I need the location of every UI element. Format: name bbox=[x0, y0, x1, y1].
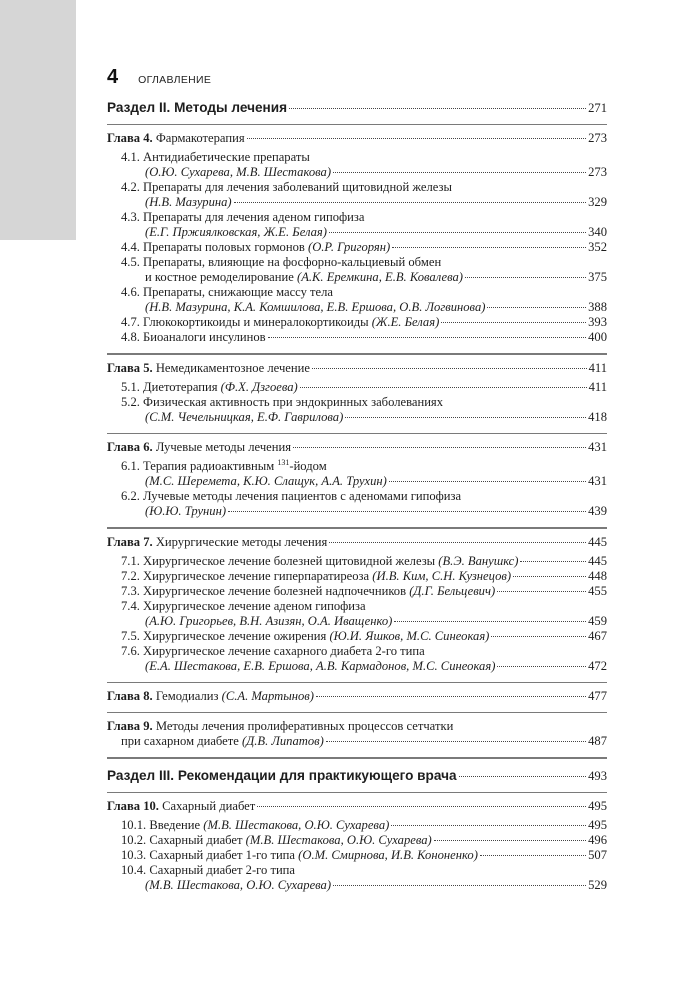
leader-dots bbox=[392, 247, 586, 248]
toc-entry-title: 7.1. Хирургическое лечение болезней щитовидной железы bbox=[121, 553, 436, 568]
leader-dots bbox=[329, 542, 586, 543]
toc-entry-line[interactable]: 4.1. Антидиабетические препараты bbox=[121, 150, 310, 165]
toc-page-number: 493 bbox=[588, 768, 607, 783]
chapter-authors: (С.А. Мартынов) bbox=[221, 688, 314, 703]
toc-page-number: 477 bbox=[588, 688, 607, 703]
chapter-title: Сахарный диабет bbox=[162, 799, 256, 814]
toc-entry-6-1[interactable] bbox=[107, 474, 607, 489]
toc-page-number: 418 bbox=[588, 409, 607, 424]
leader-dots bbox=[487, 307, 586, 308]
leader-dots bbox=[234, 202, 586, 203]
toc-page-number: 495 bbox=[588, 799, 607, 814]
toc-chapter-6[interactable] bbox=[107, 440, 607, 455]
toc-entry-7-4[interactable] bbox=[107, 614, 607, 629]
chapter-title: Фармакотерапия bbox=[155, 131, 245, 146]
toc-entry-10-1[interactable] bbox=[107, 818, 607, 833]
toc-entry-4-1[interactable] bbox=[107, 165, 607, 180]
toc-chapter-10[interactable] bbox=[107, 799, 607, 814]
toc-entry-5-2[interactable] bbox=[107, 410, 607, 425]
toc-section-title: Раздел II. Методы лечения bbox=[107, 100, 288, 115]
leader-dots bbox=[513, 576, 586, 577]
toc-page-number: 431 bbox=[588, 474, 607, 489]
toc-entry-authors: (А.К. Еремкина, Е.В. Ковалева) bbox=[297, 270, 463, 285]
toc-entry-authors: (Е.А. Шестакова, Е.В. Ершова, А.В. Кармадонов, М.С. Синеокая) bbox=[145, 658, 496, 673]
toc-page-number: 273 bbox=[588, 131, 607, 146]
toc-entry-4-7[interactable] bbox=[107, 315, 607, 330]
leader-dots bbox=[520, 561, 586, 562]
toc-entry-authors: (С.М. Чечельницкая, Е.Ф. Гаврилова) bbox=[145, 409, 344, 424]
leader-dots bbox=[345, 417, 586, 418]
toc-entry-authors: (Е.Г. Пржиялковская, Ж.Е. Белая) bbox=[145, 225, 327, 240]
chapter-label: Глава 9. bbox=[107, 719, 153, 734]
leader-dots bbox=[312, 368, 587, 369]
chapter-label: Глава 4. bbox=[107, 131, 153, 146]
toc-entry-4-3[interactable] bbox=[107, 225, 607, 240]
toc-chapter-9-line[interactable] bbox=[107, 719, 607, 734]
chapter-title: Методы лечения пролиферативных процессов сетчатки bbox=[155, 719, 454, 734]
chapter-label: Глава 6. bbox=[107, 440, 153, 455]
toc-page-number: 439 bbox=[588, 504, 607, 519]
toc-entry-authors: (В.Э. Ванушкс) bbox=[438, 553, 519, 568]
toc-section-3[interactable] bbox=[107, 767, 607, 785]
toc-entry-line[interactable]: 5.2. Физическая активность при эндокринных заболеваниях bbox=[121, 394, 444, 409]
toc-page-number: 467 bbox=[588, 628, 607, 643]
toc-entry-7-3[interactable] bbox=[107, 584, 607, 599]
toc-page-number: 445 bbox=[588, 553, 607, 568]
running-head bbox=[107, 66, 607, 88]
leader-dots bbox=[289, 108, 586, 109]
toc-entry-10-3[interactable] bbox=[107, 848, 607, 863]
leader-dots bbox=[329, 232, 586, 233]
chapter-divider bbox=[107, 712, 607, 713]
toc-entry-authors: (М.В. Шестакова, О.Ю. Сухарева) bbox=[245, 833, 432, 848]
toc-entry-title: 10.3. Сахарный диабет 1-го типа bbox=[121, 848, 296, 863]
toc-section-2[interactable] bbox=[107, 99, 607, 117]
toc-entry-authors: (И.В. Ким, С.Н. Кузнецов) bbox=[372, 568, 512, 583]
toc-entry-title: 10.2. Сахарный диабет bbox=[121, 833, 243, 848]
toc-page-number: 529 bbox=[588, 878, 607, 893]
leader-dots bbox=[247, 138, 586, 139]
toc-page-number: 445 bbox=[588, 534, 607, 549]
toc-page-number: 352 bbox=[588, 240, 607, 255]
toc-chapter-9[interactable] bbox=[107, 734, 607, 749]
toc-entry-line[interactable]: 4.2. Препараты для лечения заболеваний щитовидной железы bbox=[121, 180, 452, 195]
leader-dots bbox=[497, 666, 586, 667]
leader-dots bbox=[465, 277, 586, 278]
toc-entry-authors: (Ф.Х. Дзгоева) bbox=[220, 379, 298, 394]
toc-entry-4-5[interactable] bbox=[107, 270, 607, 285]
toc-section-title: Раздел III. Рекомендации для практикующего врача bbox=[107, 767, 457, 783]
chapter-label: Глава 5. bbox=[107, 360, 153, 375]
toc-entry-title: 5.1. Диетотерапия bbox=[121, 379, 218, 394]
toc-entry-line[interactable]: 4.6. Препараты, снижающие массу тела bbox=[121, 285, 334, 300]
toc-entry-authors: (Д.Г. Бельцевич) bbox=[409, 583, 496, 598]
toc-page-number: 329 bbox=[588, 195, 607, 210]
chapter-label: Глава 7. bbox=[107, 534, 153, 549]
leader-dots bbox=[480, 855, 586, 856]
chapter-title: Гемодиализ bbox=[155, 688, 219, 703]
leader-dots bbox=[268, 337, 586, 338]
toc-entry-authors: (О.Ю. Сухарева, М.В. Шестакова) bbox=[145, 165, 332, 180]
toc-page-number: 472 bbox=[588, 658, 607, 673]
toc-entry-authors: (О.М. Смирнова, И.В. Кононенко) bbox=[298, 848, 478, 863]
toc-page-number: 271 bbox=[588, 101, 607, 115]
toc-page-number: 507 bbox=[588, 848, 607, 863]
toc-entry-7-6[interactable] bbox=[107, 659, 607, 674]
toc-page-number: 400 bbox=[588, 330, 607, 345]
toc-entry-4-8[interactable] bbox=[107, 330, 607, 345]
chapter-title: Немедикаментозное лечение bbox=[155, 360, 310, 375]
toc-entry-line[interactable]: 4.3. Препараты для лечения аденом гипофиза bbox=[121, 210, 365, 225]
toc-entry-title: 7.2. Хирургическое лечение гиперпаратиреоза bbox=[121, 568, 370, 583]
toc-chapter-4[interactable] bbox=[107, 131, 607, 146]
chapter-authors: (Д.В. Липатов) bbox=[242, 734, 324, 749]
toc-entry-line[interactable]: 10.4. Сахарный диабет 2-го типа bbox=[121, 863, 296, 878]
toc-entry-title: 4.8. Биоаналоги инсулинов bbox=[121, 330, 266, 345]
toc-entry-4-2[interactable] bbox=[107, 195, 607, 210]
toc-entry-6-2[interactable] bbox=[107, 504, 607, 519]
leader-dots bbox=[491, 636, 586, 637]
toc-page-number: 459 bbox=[588, 613, 607, 628]
chapter-title: Хирургические методы лечения bbox=[155, 534, 328, 549]
toc-entry-title: 10.1. Введение bbox=[121, 818, 201, 833]
leader-dots bbox=[228, 511, 586, 512]
toc-entry-line[interactable]: 7.6. Хирургическое лечение сахарного диабета 2-го типа bbox=[121, 643, 425, 658]
toc-entry-authors: (Н.В. Мазурина) bbox=[145, 195, 232, 210]
toc-entry-title: 7.3. Хирургическое лечение болезней надпочечников bbox=[121, 583, 407, 598]
superscript: 131 bbox=[277, 458, 290, 468]
toc-entry-authors: (А.Ю. Григорьев, В.Н. Азизян, О.А. Иващенко) bbox=[145, 613, 393, 628]
toc-page-number: 411 bbox=[588, 360, 607, 375]
toc-entry-4-4[interactable] bbox=[107, 240, 607, 255]
chapter-divider bbox=[107, 433, 607, 434]
toc-entry-line[interactable]: 6.2. Лучевые методы лечения пациентов с аденомами гипофиза bbox=[121, 489, 462, 504]
leader-dots bbox=[441, 322, 586, 323]
toc-entry-authors: (М.В. Шестакова, О.Ю. Сухарева) bbox=[145, 878, 332, 893]
leader-dots bbox=[497, 591, 586, 592]
toc-page-number: 448 bbox=[588, 568, 607, 583]
toc-page-number: 393 bbox=[588, 315, 607, 330]
chapter-label: Глава 10. bbox=[107, 799, 159, 814]
chapter-divider bbox=[107, 527, 607, 528]
leader-dots bbox=[316, 696, 586, 697]
toc-entry-text: -йодом bbox=[289, 459, 327, 474]
chapter-divider bbox=[107, 757, 607, 758]
toc-entry-7-1[interactable] bbox=[107, 554, 607, 569]
toc-page-number: 455 bbox=[588, 583, 607, 598]
toc-entry-5-1[interactable] bbox=[107, 380, 607, 395]
leader-dots bbox=[300, 387, 587, 388]
toc-page-number: 431 bbox=[588, 440, 607, 455]
toc-entry-7-2[interactable] bbox=[107, 569, 607, 584]
leader-dots bbox=[333, 172, 586, 173]
toc-chapter-8[interactable] bbox=[107, 689, 607, 704]
toc-entry-title: 4.4. Препараты половых гормонов bbox=[121, 240, 305, 255]
toc-chapter-7[interactable] bbox=[107, 535, 607, 550]
toc-entry-title: 7.5. Хирургическое лечение ожирения bbox=[121, 628, 327, 643]
leader-dots bbox=[333, 885, 586, 886]
toc-page-number: 411 bbox=[588, 379, 607, 394]
toc-entry-authors: (О.Р. Григорян) bbox=[308, 240, 391, 255]
toc-page-number: 495 bbox=[588, 818, 607, 833]
leader-dots bbox=[257, 806, 586, 807]
toc-entry-line[interactable]: 4.5. Препараты, влияющие на фосфорно-кальциевый обмен bbox=[121, 255, 442, 270]
leader-dots bbox=[293, 447, 586, 448]
leader-dots bbox=[394, 621, 586, 622]
chapter-title: при сахарном диабете bbox=[121, 734, 239, 749]
toc-entry-authors: (Ю.И. Яшков, М.С. Синеокая) bbox=[329, 628, 490, 643]
toc-page-number: 340 bbox=[588, 225, 607, 240]
chapter-label: Глава 8. bbox=[107, 688, 153, 703]
leader-dots bbox=[459, 776, 587, 777]
page-number: 4 bbox=[107, 66, 119, 88]
toc-entry-10-2[interactable] bbox=[107, 833, 607, 848]
toc-entry-text: и костное ремоделирование bbox=[145, 270, 294, 285]
toc-entry-authors: (Ю.Ю. Трунин) bbox=[145, 504, 227, 519]
chapter-title: Лучевые методы лечения bbox=[155, 440, 292, 455]
toc-entry-authors: (Ж.Е. Белая) bbox=[371, 315, 440, 330]
toc-entry-title: 4.7. Глюкокортикоиды и минералокортикоиды bbox=[121, 315, 369, 330]
table-of-contents bbox=[107, 94, 607, 893]
toc-page-number: 388 bbox=[588, 300, 607, 315]
running-head-title: ОГЛАВЛЕНИЕ bbox=[138, 74, 212, 86]
chapter-divider bbox=[107, 353, 607, 354]
toc-entry-4-6[interactable] bbox=[107, 300, 607, 315]
leader-dots bbox=[326, 741, 586, 742]
toc-entry-authors: (М.В. Шестакова, О.Ю. Сухарева) bbox=[203, 818, 390, 833]
leader-dots bbox=[389, 481, 586, 482]
toc-entry-line[interactable]: 7.4. Хирургическое лечение аденом гипофиза bbox=[121, 598, 366, 613]
chapter-divider bbox=[107, 124, 607, 125]
corner-tab bbox=[0, 0, 76, 240]
toc-entry-line[interactable] bbox=[107, 459, 607, 474]
chapter-divider bbox=[107, 682, 607, 683]
leader-dots bbox=[391, 825, 586, 826]
toc-page-number: 375 bbox=[588, 270, 607, 285]
toc-entry-text: 6.1. Терапия радиоактивным bbox=[121, 459, 275, 474]
toc-page-number: 273 bbox=[588, 165, 607, 180]
toc-entry-authors: (Н.В. Мазурина, К.А. Комшилова, Е.В. Ершова, О.В. Логвинова) bbox=[145, 300, 486, 315]
toc-entry-10-4[interactable] bbox=[107, 878, 607, 893]
chapter-divider bbox=[107, 792, 607, 793]
toc-page-number: 487 bbox=[588, 734, 607, 749]
toc-entry-authors: (М.С. Шеремета, К.Ю. Слащук, А.А. Трухин) bbox=[145, 474, 387, 489]
toc-page-number: 496 bbox=[588, 833, 607, 848]
toc-chapter-5[interactable] bbox=[107, 361, 607, 376]
leader-dots bbox=[434, 840, 586, 841]
toc-entry-7-5[interactable] bbox=[107, 629, 607, 644]
